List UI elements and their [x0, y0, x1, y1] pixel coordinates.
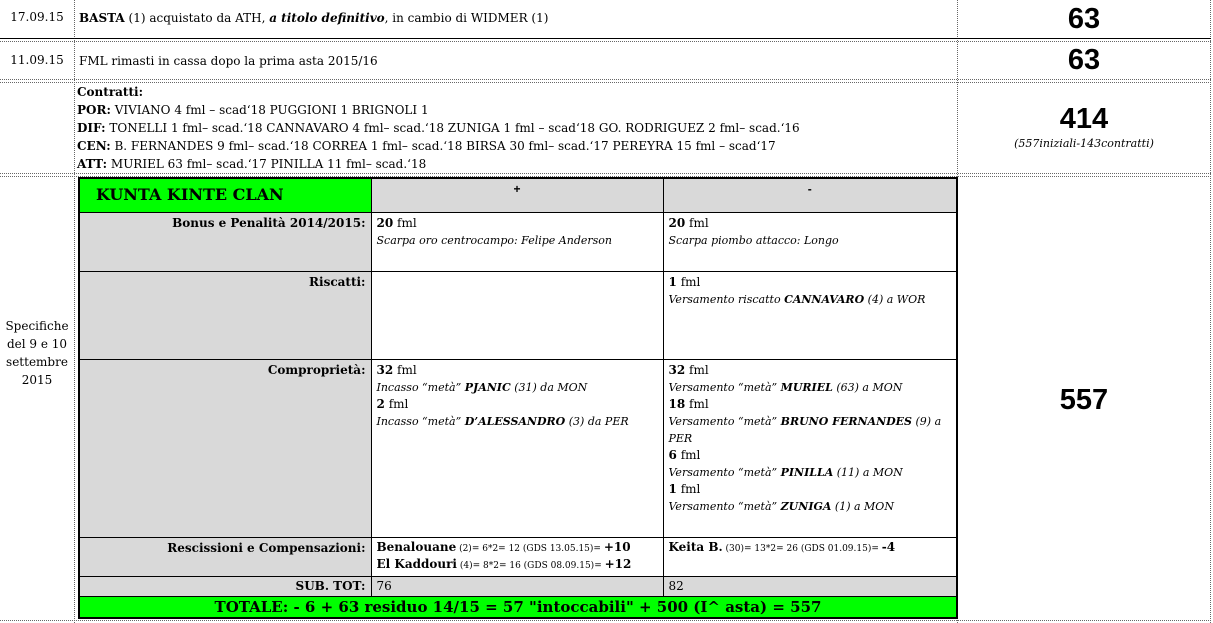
minus-header: - — [663, 178, 957, 212]
contracts-block — [77, 83, 955, 173]
row-value: 63 — [1067, 3, 1101, 35]
contract-line: POR: VIVIANO 4 fml – scad‘18 PUGGIONI 1 BRIGNOLI 1 — [77, 103, 429, 117]
contract-line: DIF: TONELLI 1 fml– scad.‘18 CANNAVARO 4 fml– scad.‘18 ZUNIGA 1 fml – scad‘18 GO. RODRIGUEZ 2 fml– scad.‘16 — [77, 121, 800, 135]
subtot-plus: 76 — [371, 576, 663, 596]
totale: TOTALE: - 6 + 63 residuo 14/15 = 57 "intoccabili" + 500 (I^ asta) = 557 — [79, 596, 957, 618]
contract-line: CEN: B. FERNANDES 9 fml– scad.‘18 CORREA 1 fml– scad.‘18 BIRSA 30 fml– scad.‘17 PEREYRA 15 fml – scad‘17 — [77, 139, 776, 153]
row-divider-7 — [0, 620, 1211, 621]
row-divider-1 — [0, 38, 1211, 39]
bonus-minus: 20 fml Scarpa piombo attacco: Longo — [663, 212, 957, 271]
bonus-label: Bonus e Penalità 2014/2015: — [79, 212, 371, 271]
bonus-plus: 20 fml Scarpa oro centrocampo: Felipe Anderson — [371, 212, 663, 271]
col-divider-3 — [1210, 0, 1211, 623]
row-description: BASTA (1) acquistato da ATH, a titolo definitivo, in cambio di WIDMER (1) — [79, 11, 549, 25]
row-divider-3 — [0, 79, 1211, 80]
spec-value: 557 — [1059, 384, 1109, 416]
compro-plus: 32 fml Incasso “metà” PJANIC (31) da MON 2 fml Incasso “metà” D’ALESSANDRO (3) da PER — [371, 359, 663, 537]
row-description: FML rimasti in cassa dopo la prima asta 2015/16 — [79, 54, 378, 68]
col-divider-1 — [74, 0, 75, 623]
spec-label: Specifiche del 9 e 10 settembre 2015 — [5, 319, 69, 387]
kunta-kinte-table — [78, 177, 958, 619]
compro-label: Comproprietà: — [79, 359, 371, 537]
contracts-title: Contratti: — [77, 85, 143, 99]
contracts-value: 414 — [1059, 103, 1109, 135]
rescissioni-plus: Benalouane (2)= 6*2= 12 (GDS 13.05.15)= +10 El Kaddouri (4)= 8*2= 16 (GDS 08.09.15)= +12 — [371, 537, 663, 576]
row-date: 11.09.15 — [10, 53, 64, 67]
row-date: 17.09.15 — [10, 10, 64, 24]
subtot-label: SUB. TOT: — [79, 576, 371, 596]
plus-header: + — [371, 178, 663, 212]
row-divider-5 — [0, 173, 1211, 174]
team-name: KUNTA KINTE CLAN — [79, 178, 371, 212]
compro-minus: 32 fml Versamento “metà” MURIEL (63) a MON 18 fml Versamento “metà” BRUNO FERNANDES (9) a PER 6 fml Versamento “metà” PINILLA (11) a MON 1 fml Versamento “metà” ZUNIGA (1) a MON — [663, 359, 957, 537]
riscatti-minus: 1 fml Versamento riscatto CANNAVARO (4) a WOR — [663, 271, 957, 359]
row-value: 63 — [1067, 44, 1101, 76]
rescissioni-label: Rescissioni e Compensazioni: — [79, 537, 371, 576]
contract-line: ATT: MURIEL 63 fml– scad.‘17 PINILLA 11 fml– scad.‘18 — [77, 157, 427, 171]
subtot-minus: 82 — [663, 576, 957, 596]
riscatti-label: Riscatti: — [79, 271, 371, 359]
rescissioni-minus: Keita B. (30)= 13*2= 26 (GDS 01.09.15)= -4 — [663, 537, 957, 576]
contracts-note: (557iniziali-143contratti) — [1014, 137, 1154, 150]
riscatti-plus — [371, 271, 663, 359]
